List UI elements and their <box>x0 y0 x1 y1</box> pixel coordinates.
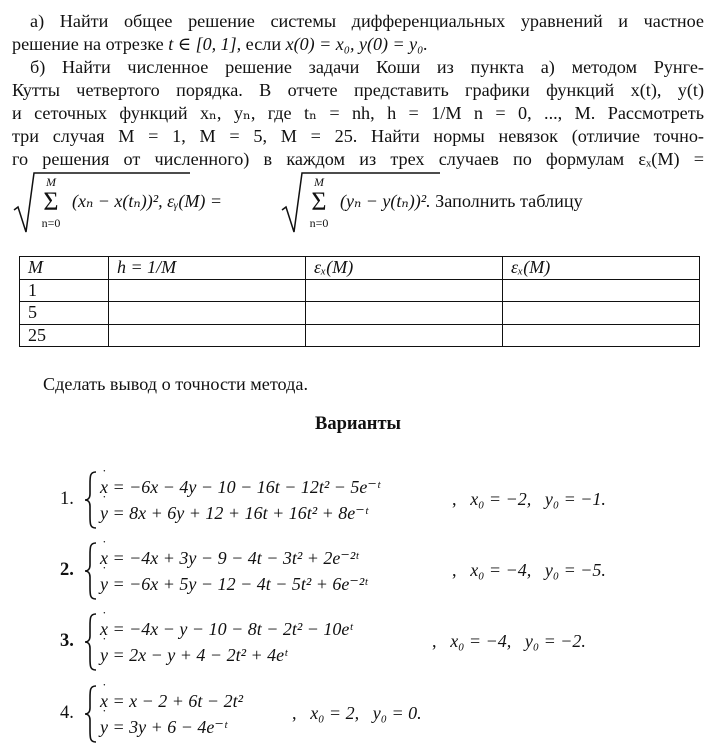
equation-y: y ˙ = 8x + 6y + 12 + 16t + 16t² + 8e⁻ᵗ <box>100 500 380 526</box>
time-derivative-symbol: x ˙ <box>100 688 108 714</box>
task-b-line-5: го решения от численного) в каждом из трех случаев по формулам εₓ(M) = <box>12 149 704 169</box>
table-cell[interactable] <box>306 279 503 302</box>
table-header-row <box>20 257 700 280</box>
equation-system <box>100 545 367 597</box>
variant-2 <box>60 541 710 603</box>
sum-x <box>36 172 66 234</box>
table-row <box>20 324 700 347</box>
formula-x-body <box>72 190 222 212</box>
equation-y: y ˙ = 2x − y + 4 − 2t² + 4eᵗ <box>100 642 352 668</box>
table-cell[interactable] <box>109 279 306 302</box>
equation-x: x ˙ = −4x − y − 10 − 8t − 2t² − 10eᵗ <box>100 616 352 642</box>
equation-y: y ˙ = 3y + 6 − 4e⁻ᵗ <box>100 714 243 740</box>
equation-x: x ˙ = −4x + 3y − 9 − 4t − 3t² + 2e⁻²ᵗ <box>100 545 367 571</box>
variant-4 <box>60 684 710 746</box>
table-cell[interactable]: 25 <box>20 324 109 347</box>
time-derivative-symbol: x ˙ <box>100 545 108 571</box>
task-a-line-2 <box>12 33 704 55</box>
equation-system <box>100 616 352 668</box>
variant-1 <box>60 470 710 532</box>
initial-condition-math: x(0) = x₀, y(0) = y₀. <box>285 34 428 54</box>
table-cell[interactable] <box>503 279 700 302</box>
table-cell[interactable] <box>503 324 700 347</box>
sum-lower-limit: n=0 <box>309 216 329 230</box>
task-b-line-2: Кутты четвертого порядка. В отчете представить графики функций x(t), y(t) <box>12 80 704 100</box>
initial-conditions: , x₀ = −2, y₀ = −1. <box>452 489 606 509</box>
header-cell-eps-1: εₓ(M) <box>306 257 503 280</box>
sigma-icon: Σ <box>311 187 327 216</box>
interval-math: t ∈ [0, 1], <box>168 34 242 54</box>
variant-number: 2. <box>60 560 74 580</box>
x0-value: x₀ = −4, <box>450 631 512 651</box>
table-cell[interactable] <box>109 302 306 325</box>
formula-y-text: (yₙ − y(tₙ))². <box>340 191 431 211</box>
table-cell[interactable] <box>109 324 306 347</box>
task-a-prefix: решение на отрезке <box>12 34 164 54</box>
time-derivative-symbol: y ˙ <box>100 714 108 740</box>
table-cell[interactable] <box>503 302 700 325</box>
task-a-if: если <box>245 34 282 54</box>
equation-x: x ˙ = −6x − 4y − 10 − 16t − 12t² − 5e⁻ᵗ <box>100 474 380 500</box>
y0-value: y₀ = 0. <box>372 703 422 723</box>
sum-lower-limit: n=0 <box>41 216 61 230</box>
x0-value: x₀ = 2, <box>310 703 360 723</box>
initial-conditions: , x₀ = 2, y₀ = 0. <box>292 703 422 723</box>
header-cell-m: M <box>20 257 109 280</box>
variant-number: 3. <box>60 631 74 651</box>
formula-y-body <box>340 190 583 212</box>
header-cell-h: h = 1/M <box>109 257 306 280</box>
variant-3 <box>60 612 710 674</box>
sum-upper-limit: M <box>46 175 56 189</box>
table-cell[interactable]: 1 <box>20 279 109 302</box>
header-cell-eps-2: εₓ(M) <box>503 257 700 280</box>
left-brace-icon <box>82 470 100 530</box>
y0-value: y₀ = −5. <box>544 560 606 580</box>
task-b-line-4: три случая M = 1, M = 5, M = 25. Найти нормы невязок (отличие точно- <box>12 126 704 146</box>
y0-value: y₀ = −2. <box>524 631 586 651</box>
left-brace-icon <box>82 612 100 672</box>
task-b-line-3: и сеточных функций xₙ, yₙ, где tₙ = nh, h = 1/M n = 0, ..., M. Рассмотреть <box>12 103 704 123</box>
task-b-line-1: б) Найти численное решение задачи Коши из пункта а) методом Рунге- <box>30 57 704 77</box>
time-derivative-symbol: x ˙ <box>100 474 108 500</box>
initial-conditions: , x₀ = −4, y₀ = −5. <box>452 560 606 580</box>
table-cell[interactable]: 5 <box>20 302 109 325</box>
task-a-line-1: а) Найти общее решение системы дифференциальных уравнений и частное <box>30 11 704 31</box>
time-derivative-symbol: y ˙ <box>100 571 108 597</box>
equation-y: y ˙ = −6x + 5y − 12 − 4t − 5t² + 6e⁻²ᵗ <box>100 571 367 597</box>
variant-number: 4. <box>60 703 74 723</box>
x0-value: x₀ = −4, <box>470 560 532 580</box>
table-cell[interactable] <box>306 302 503 325</box>
fill-table-text: Заполнить таблицу <box>435 191 583 211</box>
equation-system <box>100 474 380 526</box>
table-row <box>20 279 700 302</box>
y0-value: y₀ = −1. <box>544 489 606 509</box>
formula-x-text: (xₙ − x(tₙ))², εᵧ(M) = <box>72 191 222 211</box>
table-cell[interactable] <box>306 324 503 347</box>
x0-value: x₀ = −2, <box>470 489 532 509</box>
sigma-icon: Σ <box>43 187 59 216</box>
variant-number: 1. <box>60 489 74 509</box>
sum-y <box>304 172 334 234</box>
results-table <box>19 256 700 347</box>
residual-norm-formulas <box>12 170 712 236</box>
equation-system <box>100 688 243 740</box>
conclusion-text: Сделать вывод о точности метода. <box>43 374 308 394</box>
equation-x: x ˙ = x − 2 + 6t − 2t² <box>100 688 243 714</box>
left-brace-icon <box>82 684 100 744</box>
variants-heading: Варианты <box>315 414 401 434</box>
time-derivative-symbol: x ˙ <box>100 616 108 642</box>
time-derivative-symbol: y ˙ <box>100 642 108 668</box>
sum-upper-limit: M <box>314 175 324 189</box>
left-brace-icon <box>82 541 100 601</box>
time-derivative-symbol: y ˙ <box>100 500 108 526</box>
table-row <box>20 302 700 325</box>
initial-conditions: , x₀ = −4, y₀ = −2. <box>432 631 586 651</box>
